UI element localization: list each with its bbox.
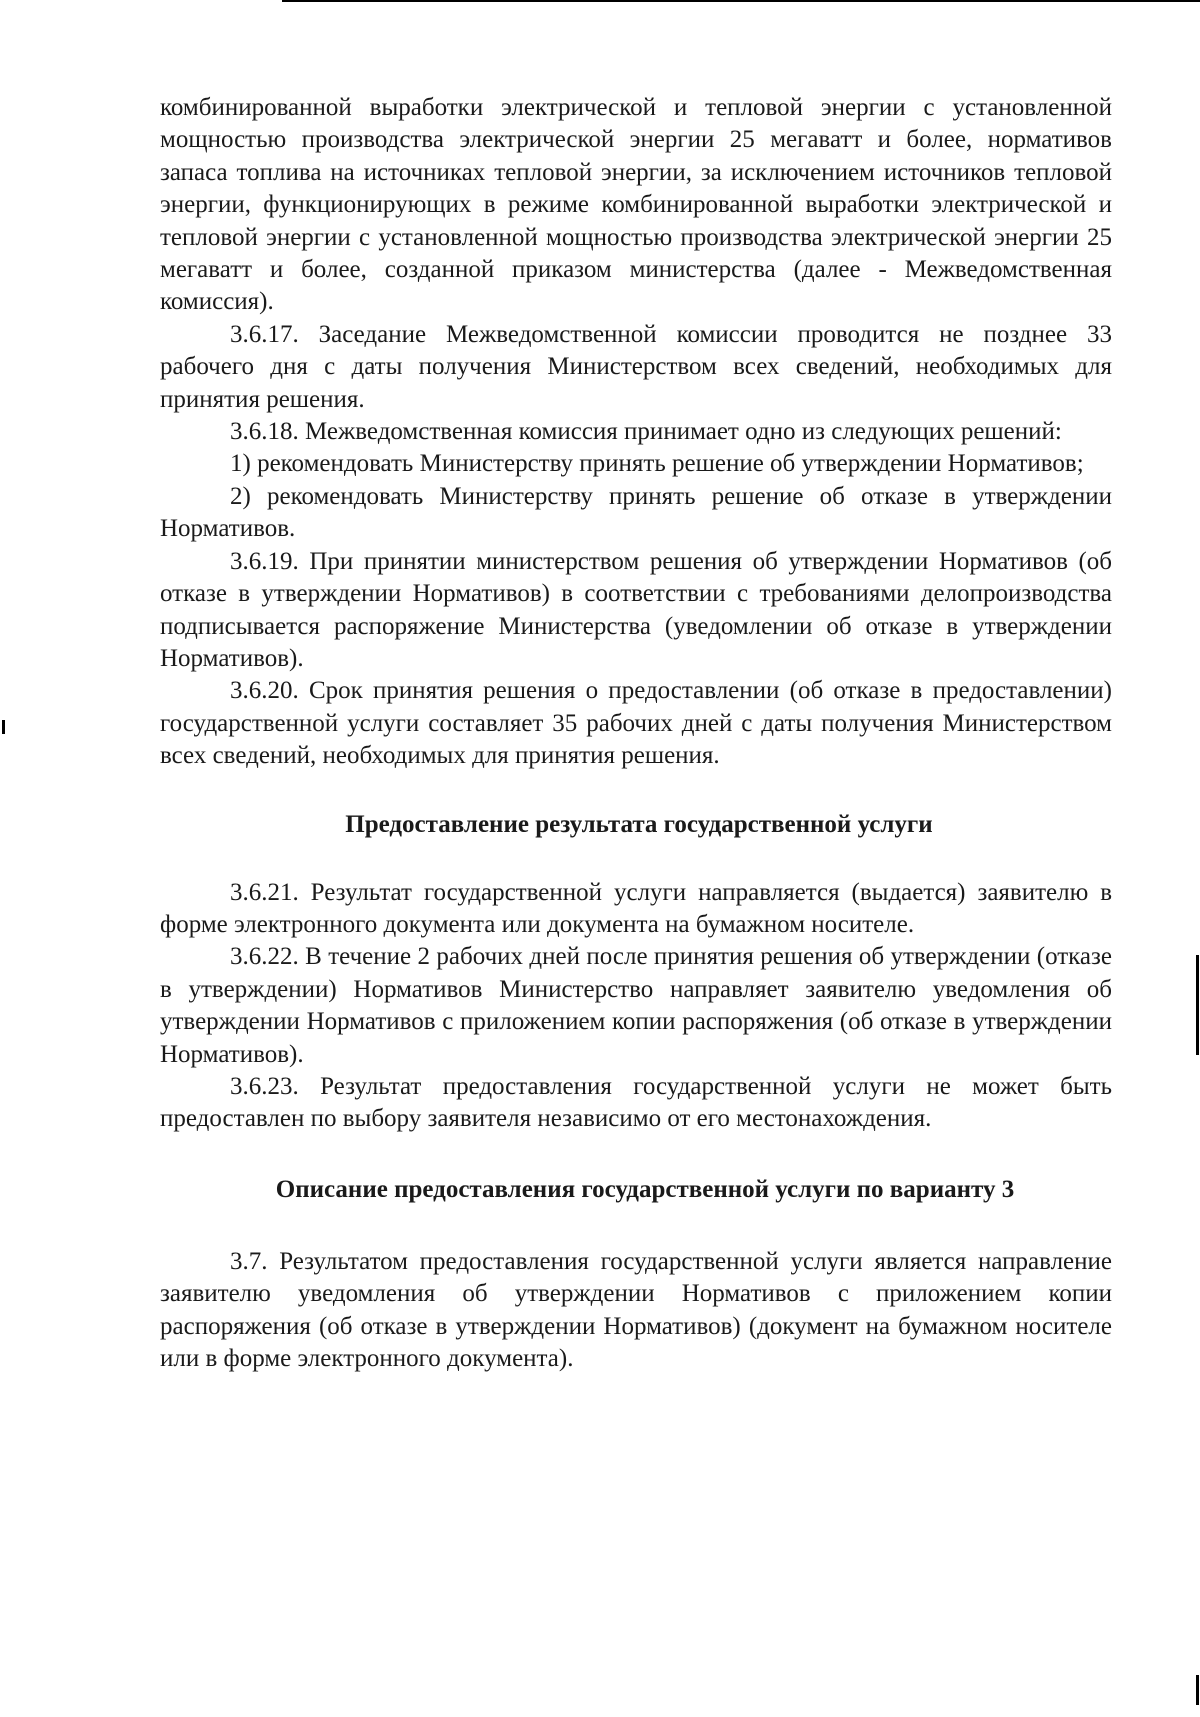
- paragraph-3-6-23: 3.6.23. Результат предоставления государственной услуги не может быть предоставлен по выбору заявителя независимо от его местонахождения.: [160, 1072, 1112, 1133]
- scan-margin-mark: [1196, 955, 1199, 1055]
- paragraph-3-6-22: 3.6.22. В течение 2 рабочих дней после принятия решения об утверждении (отказе в утверждении) Нормативов Министерство направляет заявителю уведомления об утверждении Нормативов с приложением копии распоряжения (об отказе в утверждении Нормативов).: [160, 943, 1112, 1068]
- top-border-line: [282, 0, 1200, 2]
- scan-margin-mark: [2, 720, 5, 734]
- document-page: [160, 92, 1112, 1375]
- paragraph-3-6-19: 3.6.19. При принятии министерством решения об утверждении Нормативов (об отказе в утверждении Нормативов) в соответствии с требованиями делопроизводства подписывается распоряжение Министерства (уведомлении об отказе в утверждении Нормативов).: [160, 547, 1112, 672]
- list-item-2: 2) рекомендовать Министерству принять решение об отказе в утверждении Нормативов.: [160, 482, 1112, 543]
- paragraph-3-6-21: 3.6.21. Результат государственной услуги направляется (выдается) заявителю в форме электронного документа или документа на бумажном носителе.: [160, 878, 1112, 938]
- paragraph-continuation: комбинированной выработки электрической и тепловой энергии с установленной мощностью производства электрической энергии 25 мегаватт и более, нормативов запаса топлива на источниках тепловой энергии, за исключением источников тепловой энергии, функционирующих в режиме комбинированной выработки электрической и тепловой энергии с установленной мощностью производства электрической энергии 25 мегаватт и более, созданной приказом министерства (далее - Межведомственная комиссия).: [160, 94, 1112, 316]
- paragraph-3-6-17: 3.6.17. Заседание Межведомственной комиссии проводится не позднее 33 рабочего дня с даты получения Министерством всех сведений, необходимых для принятия решения.: [160, 320, 1112, 413]
- scan-margin-mark: [1196, 1675, 1199, 1705]
- list-item-1: 1) рекомендовать Министерству принять решение об утверждении Нормативов;: [230, 450, 1084, 478]
- paragraph-3-7: 3.7. Результатом предоставления государственной услуги является направление заявителю уведомления об утверждении Нормативов с приложением копии распоряжения (об отказе в утверждении Нормативов) (документ на бумажном носителе или в форме электронного документа).: [160, 1247, 1112, 1372]
- paragraph-3-6-20: 3.6.20. Срок принятия решения о предоставлении (об отказе в предоставлении) государственной услуги составляет 35 рабочих дней с даты получения Министерством всех сведений, необходимых для принятия решения.: [160, 677, 1112, 770]
- section-heading-variant-3: Описание предоставления государственной услуги по варианту 3: [275, 1175, 1015, 1203]
- section-heading-result: Предоставление результата государственной услуги: [345, 810, 933, 838]
- paragraph-3-6-18: 3.6.18. Межведомственная комиссия принимает одно из следующих решений:: [230, 418, 1062, 446]
